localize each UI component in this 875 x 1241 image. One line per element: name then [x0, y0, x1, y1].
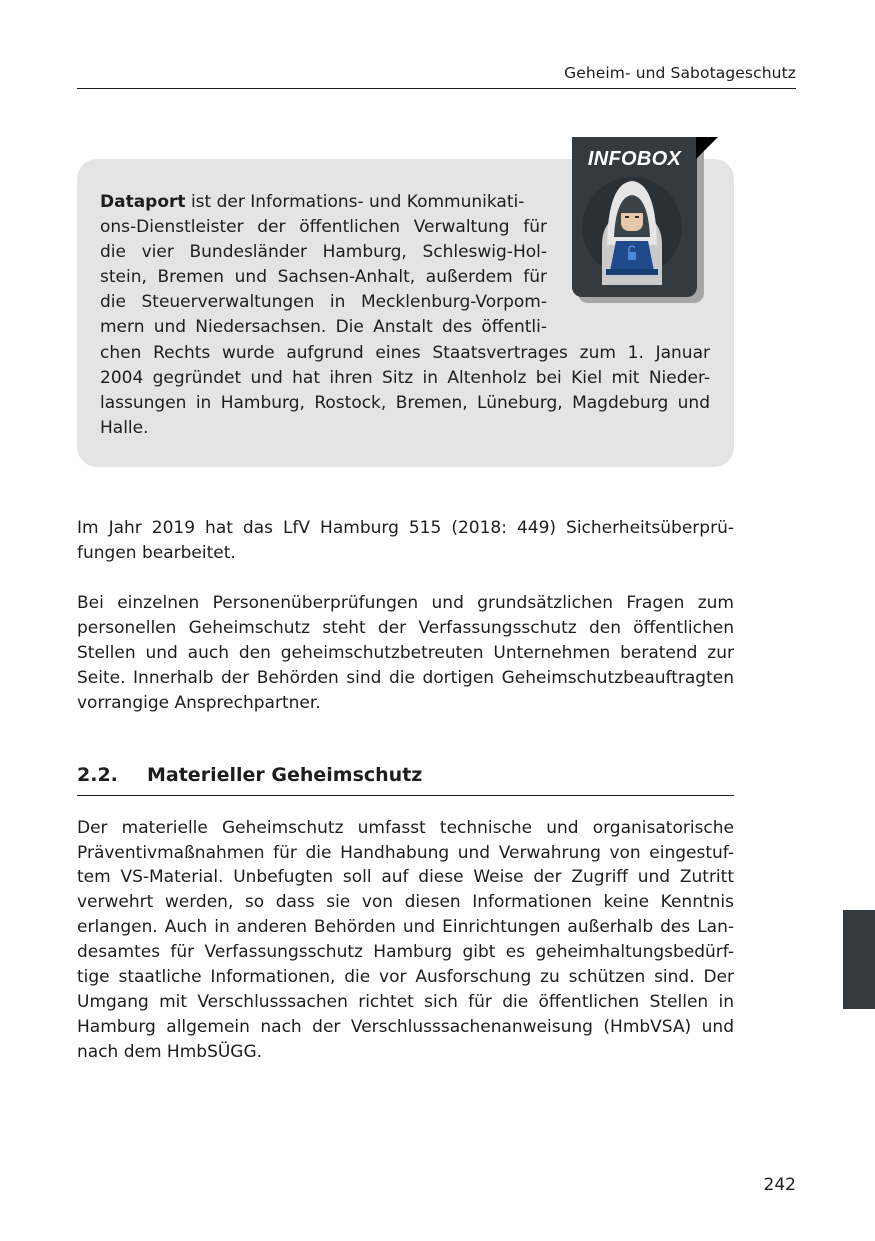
infobox-line: 2004 gegründet und hat ihren Sitz in Altenholz bei Kiel mit Nieder-: [100, 368, 710, 388]
infobox-line: stein, Bremen und Sachsen-Anhalt, außerdem für: [100, 267, 547, 287]
body-text-line: erlangen. Auch in anderen Behörden und Einrichtungen außerhalb des Lan-: [77, 917, 734, 937]
body-text-line: tem VS-Material. Unbefugten soll auf diese Weise der Zugriff und Zutritt: [77, 867, 734, 887]
hacker-laptop-icon: [580, 175, 686, 285]
body-text-line: Im Jahr 2019 hat das LfV Hamburg 515 (2018: 449) Sicherheitsüberprü-: [77, 518, 734, 538]
body-text-line: Hamburg allgemein nach der Verschlusssachenanweisung (HmbVSA) und: [77, 1017, 734, 1037]
body-text-line: Der materielle Geheimschutz umfasst technische und organisatorische: [77, 818, 734, 838]
page-number: 242: [763, 1175, 796, 1195]
infobox-line: lassungen in Hamburg, Rostock, Bremen, Lüneburg, Magdeburg und: [100, 393, 710, 413]
infobox-line: die vier Bundesländer Hamburg, Schleswig-Hol-: [100, 242, 547, 262]
running-header: Geheim- und Sabotageschutz: [564, 64, 796, 82]
infobox-line: Halle.: [100, 418, 149, 438]
body-text-line: verwehrt werden, so dass sie von diesen Informationen keine Kenntnis: [77, 892, 734, 912]
header-rule: [77, 88, 796, 89]
infobox-line: Dataport ist der Informations- und Kommunikati-: [100, 192, 525, 212]
body-text-line: Bei einzelnen Personenüberprüfungen und grundsätzlichen Fragen zum: [77, 593, 734, 613]
body-text-line: fungen bearbeitet.: [77, 543, 236, 563]
badge-title: INFOBOX: [587, 148, 682, 170]
section-rule: [77, 795, 734, 796]
body-text-line: tige staatliche Informationen, die vor Ausforschung zu schützen sind. Der: [77, 967, 734, 987]
badge-corner-fold: [696, 137, 718, 159]
infobox-badge: [572, 137, 718, 305]
body-text-line: personellen Geheimschutz steht der Verfassungsschutz den öffentlichen: [77, 618, 734, 638]
infobox-lead-term: Dataport: [100, 192, 186, 212]
body-text-line: Seite. Innerhalb der Behörden sind die dortigen Geheimschutzbeauftragten: [77, 668, 734, 688]
infobox-line: die Steuerverwaltungen in Mecklenburg-Vorpom-: [100, 292, 547, 312]
body-text-line: desamtes für Verfassungsschutz Hamburg gibt es geheimhaltungsbedürf-: [77, 942, 734, 962]
body-text-line: Präventivmaßnahmen für die Handhabung und Verwahrung von eingestuf-: [77, 843, 734, 863]
infobox-line: mern und Niedersachsen. Die Anstalt des öffentli-: [100, 317, 547, 337]
infobox-line: chen Rechts wurde aufgrund eines Staatsvertrages zum 1. Januar: [100, 343, 710, 363]
body-text-line: Umgang mit Verschlusssachen richtet sich für die öffentlichen Stellen in: [77, 992, 734, 1012]
chapter-thumb-tab: [843, 910, 875, 1009]
infobox-line: ons-Dienstleister der öffentlichen Verwaltung für: [100, 217, 547, 237]
body-text-line: Stellen und auch den geheimschutzbetreuten Unternehmen beratend zur: [77, 643, 734, 663]
body-text-line: vorrangige Ansprechpartner.: [77, 693, 321, 713]
body-text-line: nach dem HmbSÜGG.: [77, 1042, 263, 1062]
section-number: 2.2.: [77, 764, 118, 786]
section-heading: Materieller Geheimschutz: [147, 764, 423, 786]
